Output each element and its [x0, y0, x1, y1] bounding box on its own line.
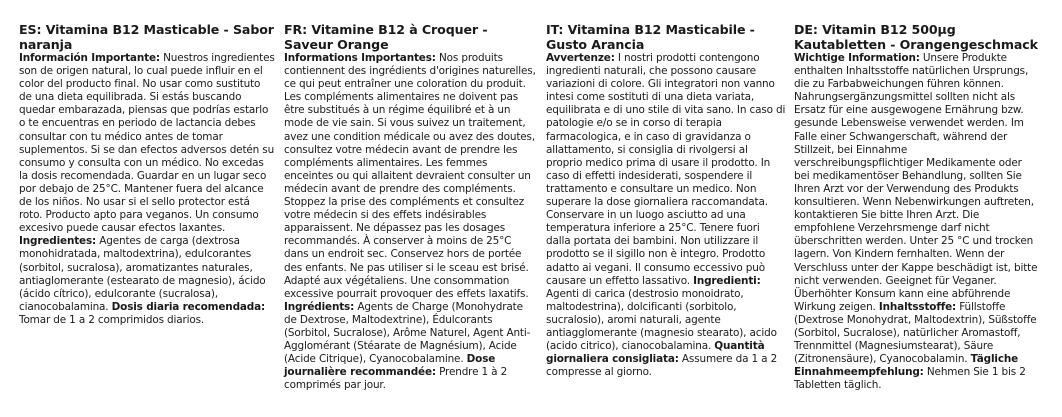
spanish-ingredients-text: Agentes de carga (dextrosa monohidratada, maltodextrina), edulcorantes (sorbitol, sucralosa), aromatizantes naturales, antiaglomerante (estearato de magnesio), ácido (ácido cítrico), edulcorante (sucralosa), cianocobalamina.: [19, 235, 266, 313]
spanish-dose-heading: Dosis diaria recomendada:: [111, 300, 266, 313]
german-dose-heading: Tägliche Einnahmeempfehlung:: [794, 353, 1019, 379]
french-ingredients-text: Agents de Charge (Monohydrate de Dextrose, Maltodextrine), Édulcorants (Sorbitol, Sucralose), Arôme Naturel, Agent Anti-Agglomérant (Stéarate de Magnésium), Acide (Acide Citrique), Cyanocobalamine.: [284, 300, 531, 366]
german-dose-text: Nehmen Sie 1 bis 2 Tabletten täglich.: [794, 366, 1026, 392]
italian-body: [546, 52, 786, 379]
german-important-heading: Wichtige Information:: [794, 52, 920, 64]
german-ingredients-heading: Inhaltsstoffe:: [878, 300, 957, 313]
french-important-heading: Informations Importantes:: [284, 52, 436, 64]
french-section: [284, 22, 538, 392]
italian-ingredients-heading: Ingredienti:: [693, 274, 761, 287]
spanish-dose-text: Tomar de 1 a 2 comprimidos diarios.: [19, 313, 205, 326]
italian-warnings-text: I nostri prodotti contengono ingredienti naturali, che possono causare variazioni di colore. Gli integratori non vanno intesi come sostituti di una dieta variata, equilibrata e di uno stile di vita sano. In caso di patologie e/o se in corso di terapia farmacologica, e in caso di gravidanza o allattamento, si consiglia di rivolgersi al proprio medico prima di usare il prodotto. In caso di effetti indesiderati, sospendere il trattamento e consultare un medico. Non superare la dose giornaliera raccomandata. Conservare in un luogo asciutto ad una temperatura inferiore a 25°C. Tenere fuori dalla portata dei bambini. Non utilizzare il prodotto se il sigillo non è integro. Prodotto adatto ai vegani. Il consumo eccessivo può causare un effetto lassativo.: [546, 52, 786, 287]
german-ingredients-text: Füllstoffe (Dextrose Monohydrat, Maltodextrin), Süßstoffe (Sorbitol, Sucralose), natürlicher Aromastoff, Trennmittel (Magnesiumstearat), Säure (Zitronensäure), Cyanocobalamin.: [794, 300, 1037, 366]
italian-warnings-heading: Avvertenze:: [546, 52, 615, 64]
italian-title: IT: Vitamina B12 Masticabile - Gusto Arancia: [546, 22, 755, 52]
german-title: DE: Vitamin B12 500µg Kautabletten - Orangengeschmack: [794, 22, 1038, 52]
italian-dose-text: Assumere da 1 a 2 compresse al giorno.: [546, 353, 778, 379]
german-section: [794, 22, 1038, 392]
french-ingredients-heading: Ingrédients:: [284, 300, 355, 313]
italian-section: [546, 22, 786, 379]
italian-dose-heading: Quantità giornaliera consigliata:: [546, 340, 765, 366]
spanish-ingredients-heading: Ingredientes:: [19, 235, 97, 248]
german-important-text: Unsere Produkte enthalten Inhaltsstoffe natürlichen Ursprungs, die zu Farbabweichungen führen können. Nahrungsergänzungsmittel sollten nicht als Ersatz für eine ausgewogene Ernährung bzw. gesunde Lebensweise verwendet werden. Im Falle einer Schwangerschaft, während der Stillzeit, bei Einnahme verschreibungspflichtiger Medikamente oder bei medikamentöser Behandlung, sollten Sie Ihren Arzt vor der Verwendung des Produkts konsultieren. Wenn Nebenwirkungen auftreten, kontaktieren Sie bitte Ihren Arzt. Die empfohlene Verzehrsmenge darf nicht überschritten werden. Unter 25 °C und trocken lagern. Von Kindern fernhalten. Wenn der Verschluss unter der Kappe beschädigt ist, bitte nicht verwenden. Geeignet für Veganer. Überhöhter Konsum kann eine abführende Wirkung zeigen.: [794, 52, 1038, 313]
spanish-important-heading: Información Importante:: [19, 52, 160, 64]
spanish-title: ES: Vitamina B12 Masticable - Sabor naranja: [19, 22, 274, 52]
french-body: [284, 52, 538, 392]
french-dose-heading: Dose journalière recommandée:: [284, 353, 496, 379]
french-important-text: Nos produits contiennent des ingrédients d'origines naturelles, ce qui peut entraîner une coloration du produit. Les compléments alimentaires ne doivent pas être substitués à un régime équilibré et à un mode de vie sain. Si vous suivez un traitement, avez une condition médicale ou avez des doutes, consultez votre médecin avant de prendre les compléments alimentaires. Les femmes enceintes ou qui allaitent devraient consulter un médecin avant de prendre des compléments. Stoppez la prise des compléments et consultez votre médecin si des effets indésirables apparaissent. Ne dépassez pas les dosages recommandés. À conserver à moins de 25°C dans un endroit sec. Conservez hors de portée des enfants. Ne pas utiliser si le sceau est brisé. Adapté aux végétaliens. Une consommation excessive pourrait provoquer des effets laxatifs.: [284, 52, 536, 300]
italian-ingredients-text: Agenti di carica (destrosio monoidrato, maltodestrina), dolcificanti (sorbitolo, sucralosio), aromi naturali, agente antiagglomerante (magnesio stearato), acido (acido citrico), cianocobalamina.: [546, 287, 777, 353]
french-dose-text: Prendre 1 à 2 comprimés par jour.: [284, 366, 508, 392]
german-body: [794, 52, 1038, 392]
spanish-body: [19, 52, 275, 327]
french-title: FR: Vitamine B12 à Croquer - Saveur Orange: [284, 22, 488, 52]
spanish-section: [19, 22, 275, 327]
spanish-important-text: Nuestros ingredientes son de origen natural, lo cual puede influir en el color del producto final. No usar como sustituto de una dieta equilibrada. Si estás buscando quedar embarazada, piensas que podrías estarlo o te encuentras en periodo de lactancia debes consultar con tu médico antes de tomar suplementos. Si se dan efectos adversos detén su consumo y consulta con un médico. No excedas la dosis recomendada. Guardar en un lugar seco por debajo de 25°C. Mantener fuera del alcance de los niños. No usar si el sello protector está roto. Producto apto para veganos. Un consumo excesivo puede causar efectos laxantes.: [19, 52, 275, 235]
